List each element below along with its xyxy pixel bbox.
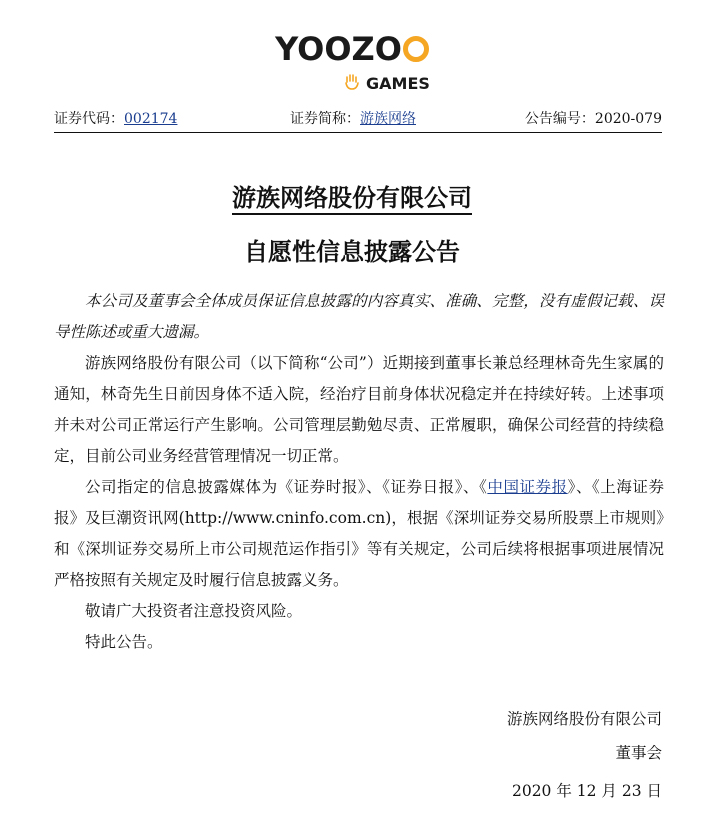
paragraph-closing: 特此公告。 [85,633,163,651]
stock-code-value: 002174 [124,111,178,127]
paragraph-disclaimer: 本公司及董事会全体成员保证信息披露的内容真实、准确、完整，没有虚假记载、误导性陈述或重大遗漏。 [54,292,664,341]
logo-wordmark: YOOZO [275,32,429,66]
stock-code: 证券代码：002174 [54,111,178,127]
announcement-header [54,108,662,130]
signature-date: 2020 年 12 月 23 日 [511,782,662,800]
company-logo [0,32,704,66]
notice-title: 自愿性信息披露公告 [244,238,460,266]
header-divider [54,132,662,133]
paragraph-health-notice: 游族网络股份有限公司（以下简称“公司”）近期接到董事长兼总经理林奇先生家属的通知，林奇先生日前因身体不适入院，经治疗目前身体状况稳定并在持续好转。上述事项并未对公司正常运行产生影响。公司管理层勤勉尽责、正常履职，确保公司经营的持续稳定，目前公司业务经营管理情况一切正常。 [54,354,664,465]
media-link[interactable]: 中国证券报 [487,478,568,496]
stock-short-name: 证券简称：游族网络 [290,111,416,127]
stock-short-name-value: 游族网络 [360,111,416,127]
company-title: 游族网络股份有限公司 [0,182,704,214]
paragraph-media: 公司指定的信息披露媒体为《证券时报》、《证券日报》、《中国证券报》、《上海证券报》及巨潮资讯网(http://www.cninfo.com.cn)，根据《深圳证券交易所股票上市规则》和《深圳证券交易所上市公司规范运作指引》等有关规定，公司后续将根据事项进展情况严格按照有关规定及时履行信息披露义务。 [54,478,664,589]
signature-board: 董事会 [615,744,662,762]
signature-company: 游族网络股份有限公司 [506,710,662,728]
notice-number: 公告编号：2020-079 [524,111,662,127]
notice-number-value: 2020-079 [594,111,662,127]
hand-icon [344,73,360,91]
paragraph-risk-warning: 敬请广大投资者注意投资风险。 [85,602,303,620]
logo-games-text: GAMES [366,74,430,93]
logo-circle-o [403,36,429,62]
announcement-body [54,286,664,658]
